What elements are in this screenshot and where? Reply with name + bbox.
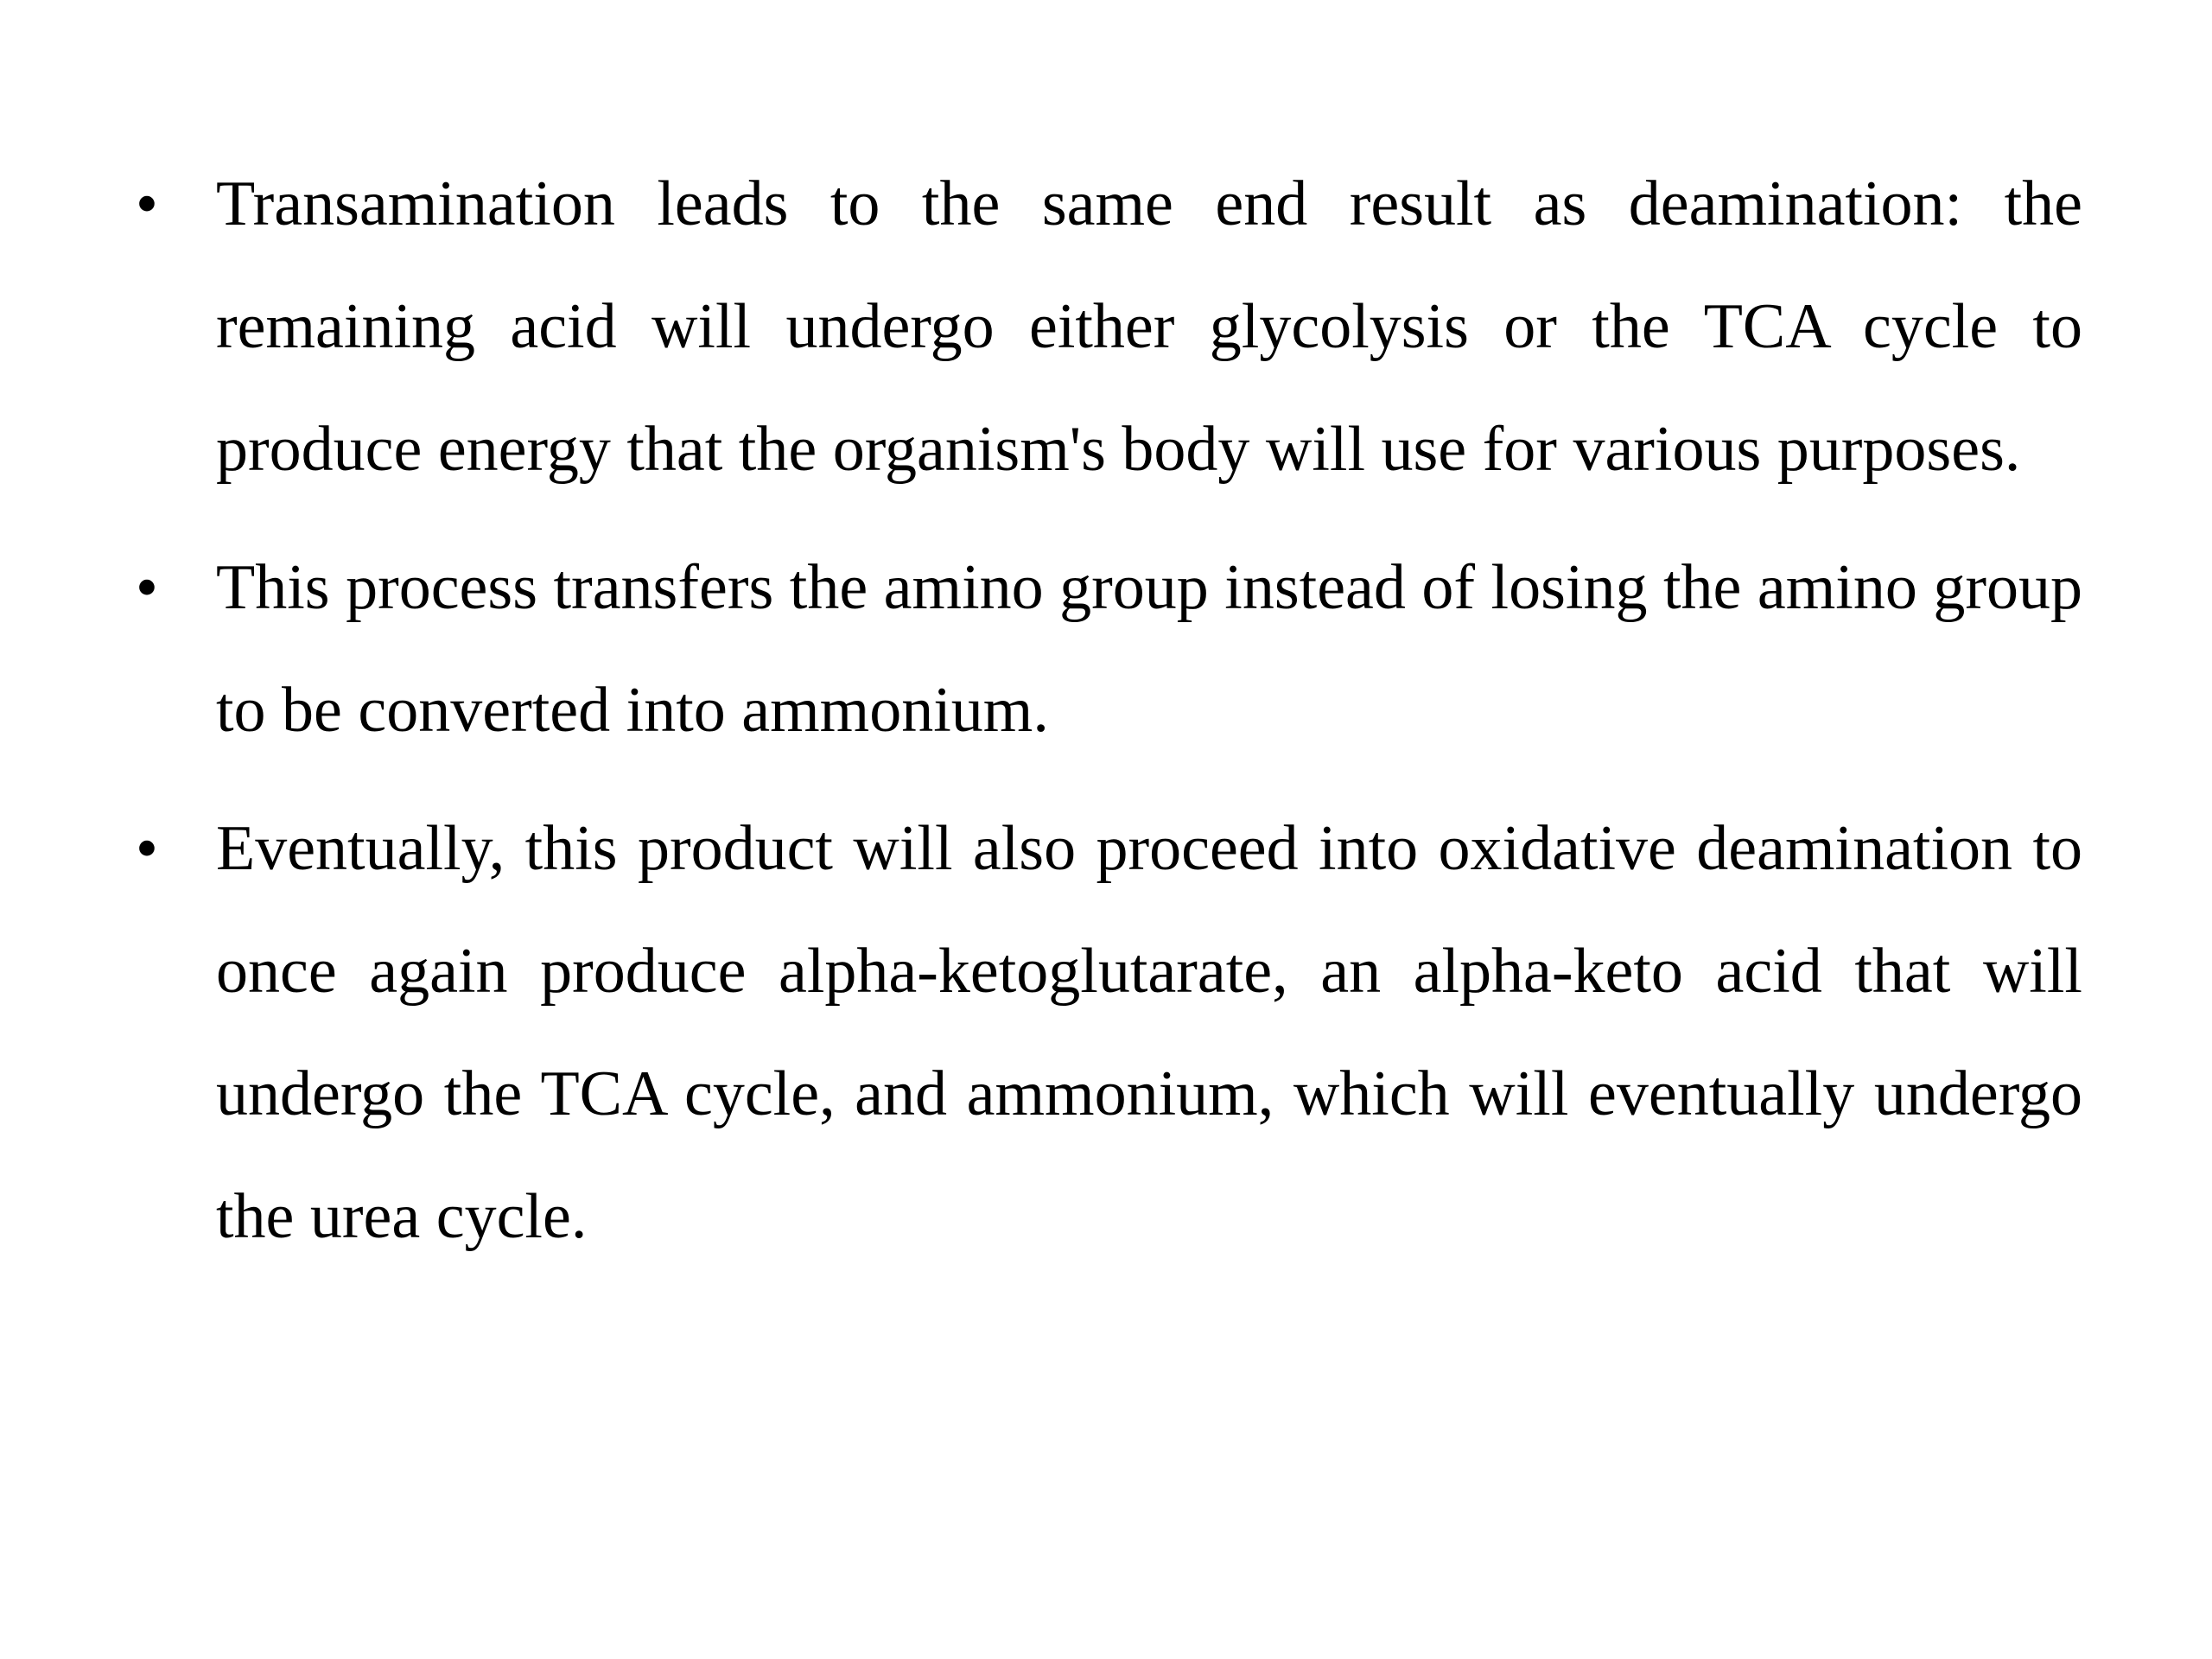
bullet-item-oxidative-deamination [130,787,2082,1278]
bullet-point-icon: • [136,813,158,884]
bullet-point-icon: • [136,168,158,239]
bullet-point-icon: • [136,552,158,623]
bullet-text: Transamination leads to the same end result as deamination: the remaining acid will undergo either glycolysis or the TCA cycle to produce energy that the organism's body will use for various purposes. [216,168,2082,485]
bullet-item-amino-transfer [130,526,2082,772]
bullet-list [130,143,2082,1294]
bullet-text: Eventually, this product will also proceed into oxidative deamination to once again produce alpha-ketoglutarate, an alpha-keto acid that will undergo the TCA cycle, and ammonium, which will eventually undergo the urea cycle. [216,813,2082,1252]
bullet-item-transamination [130,143,2082,511]
bullet-text: This process transfers the amino group instead of losing the amino group to be converted into ammonium. [216,552,2082,746]
